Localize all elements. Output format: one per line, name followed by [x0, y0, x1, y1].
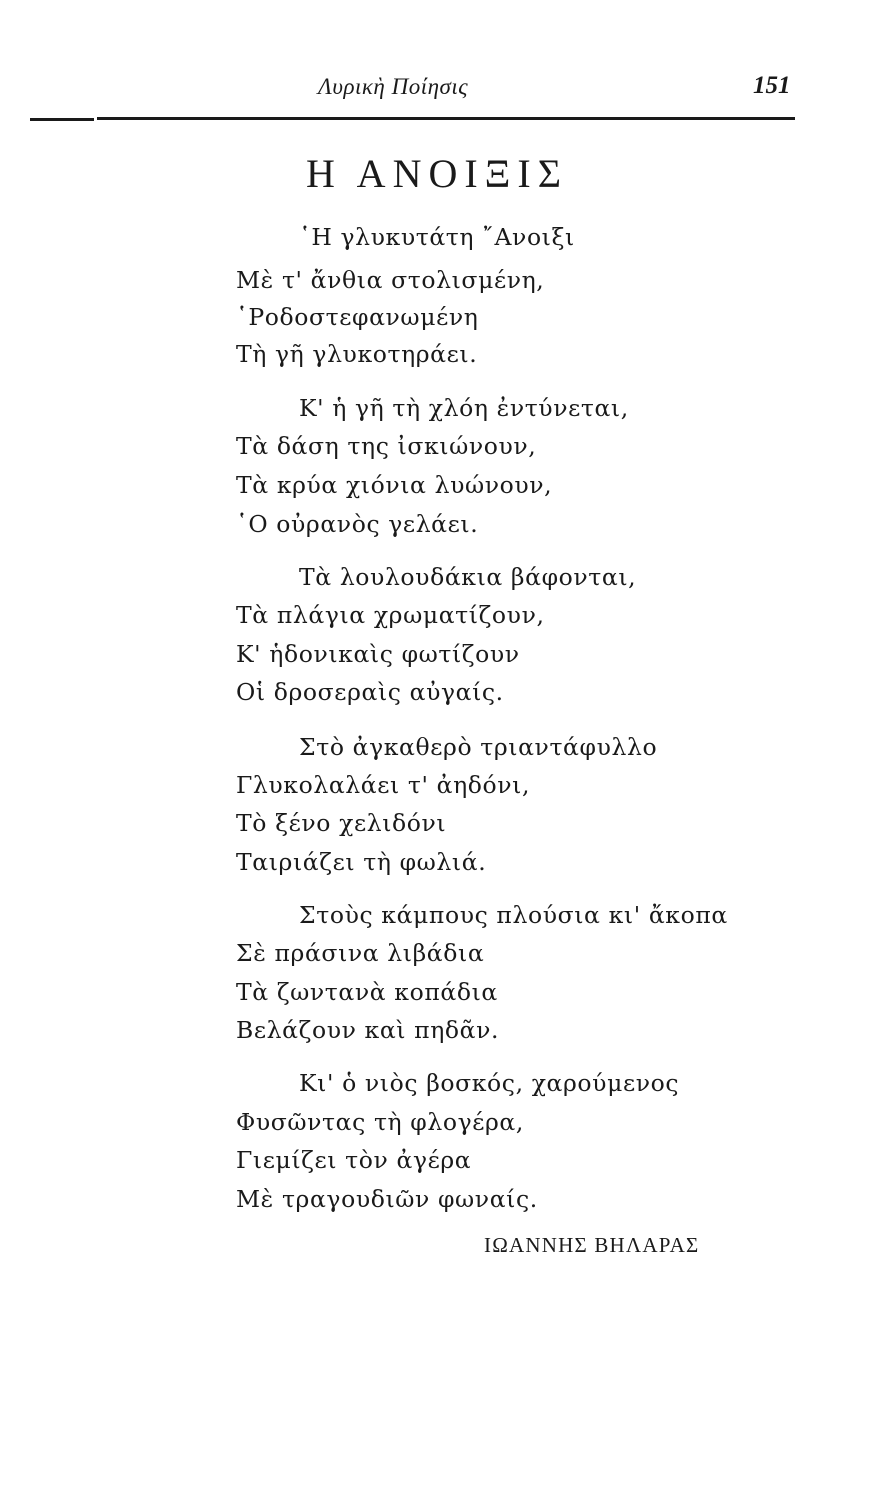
stanza-6-line-3: Γιεμίζει τὸν ἀγέρα: [236, 1146, 472, 1174]
stanza-1-line-1: ῾Η γλυκυτάτη ῎Ανοιξι: [299, 223, 575, 251]
stanza-3-line-4: Οἱ δροσεραὶς αὐγαίς.: [236, 678, 504, 706]
header-rule-long: [97, 117, 795, 120]
poem-title: Η ΑΝΟΙΞΙΣ: [306, 151, 568, 196]
stanza-1-line-2: Μὲ τ' ἄνθια στολισμένη,: [236, 266, 545, 294]
stanza-4-line-1: Στὸ ἀγκαθερὸ τριαντάφυλλο: [299, 733, 658, 761]
stanza-3-line-3: Κ' ἡδονικαὶς φωτίζουν: [236, 640, 520, 668]
stanza-4-line-4: Ταιριάζει τὴ φωλιά.: [236, 848, 487, 876]
stanza-2-line-3: Τὰ κρύα χιόνια λυώνουν,: [236, 471, 553, 499]
running-head: [0, 74, 883, 110]
stanza-3-line-2: Τὰ πλάγια χρωματίζουν,: [236, 601, 545, 629]
stanza-5-line-4: Βελάζουν καὶ πηδᾶν.: [236, 1016, 500, 1044]
stanza-1-line-3: ῾Ροδοστεφανωμένη: [236, 303, 479, 331]
stanza-5-line-2: Σὲ πράσινα λιβάδια: [236, 939, 485, 967]
stanza-4-line-3: Τὸ ξένο χελιδόνι: [236, 809, 447, 837]
stanza-2-line-1: Κ' ἡ γῆ τὴ χλόη ἐντύνεται,: [299, 394, 629, 422]
stanza-6-line-4: Μὲ τραγουδιῶν φωναίς.: [236, 1185, 538, 1213]
stanza-5-line-1: Στοὺς κάμπους πλούσια κι' ἄκοπα: [299, 901, 728, 929]
stanza-1-line-4: Τὴ γῆ γλυκοτηράει.: [236, 340, 478, 368]
header-rule-short: [30, 118, 94, 121]
stanza-6-line-1: Κι' ὁ νιὸς βοσκός, χαρούμενος: [299, 1069, 680, 1097]
stanza-2-line-2: Τὰ δάση της ἰσκιώνουν,: [236, 432, 537, 460]
stanza-5-line-3: Τὰ ζωντανὰ κοπάδια: [236, 978, 498, 1006]
stanza-3-line-1: Τὰ λουλουδάκια βάφονται,: [299, 563, 637, 591]
stanza-4-line-2: Γλυκολαλάει τ' ἀηδόνι,: [236, 771, 531, 799]
running-head-title: Λυρικὴ Ποίησις: [318, 74, 469, 99]
stanza-2-line-4: ῾Ο οὐρανὸς γελάει.: [236, 510, 479, 538]
poem-author: ΙΩΑΝΝΗΣ ΒΗΛΑΡΑΣ: [484, 1233, 700, 1257]
stanza-6-line-2: Φυσῶντας τὴ φλογέρα,: [236, 1108, 524, 1136]
page-number: 151: [753, 72, 791, 99]
